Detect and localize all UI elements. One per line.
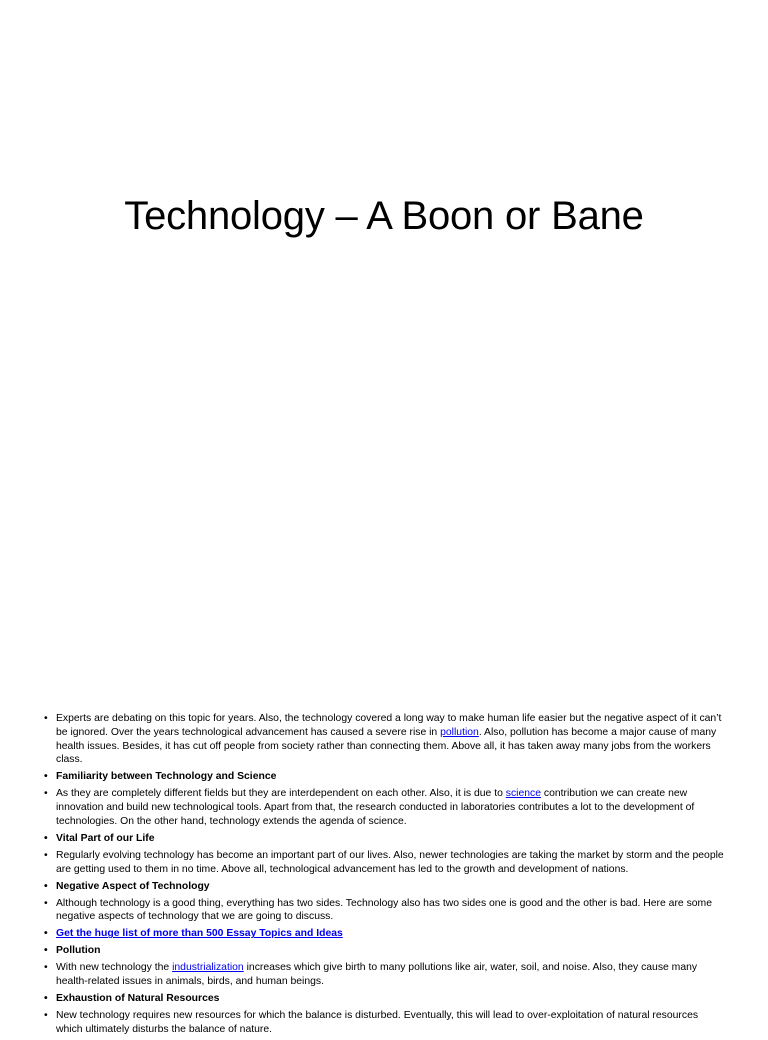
- section-heading: • Familiarity between Technology and Science: [44, 770, 724, 784]
- section-heading: • Exhaustion of Natural Resources: [44, 992, 724, 1006]
- list-item: [44, 927, 724, 941]
- list-item: • Although technology is a good thing, everything has two sides. Technology also has two sides one is good and the other is bad. Here are some negative aspects of technology that we are going to discuss.: [44, 897, 724, 925]
- list-item: • New technology requires new resources for which the balance is disturbed. Eventually, this will lead to over-exploitation of natural resources which ultimately disturbs the balance of nature.: [44, 1009, 724, 1037]
- list-item: • Regularly evolving technology has become an important part of our lives. Also, newer technologies are taking the market by storm and the people are getting used to them in no time. Above all, technological advancement has led to the growth and development of nations.: [44, 849, 724, 877]
- bullet-text: With new technology the: [56, 962, 173, 974]
- bullet-text: As they are completely different fields but they are interdependent on each other. Also, it is due to: [56, 788, 506, 800]
- section-heading: • Pollution: [44, 944, 724, 958]
- science-link[interactable]: science: [505, 788, 542, 800]
- bullet-text: Experts are debating on this topic for years. Also, the technology covered a long way to make human life easier but the negative aspect of it can’t be ignored. Over the years technological advancement has caused a severe rise in: [56, 713, 722, 738]
- bullet-text: . Also, pollution has become a major cause of many health issues. Besides, it has cut off people from society rather than connecting them. Above all, it has taken away many jobs from the workers class.: [56, 726, 717, 766]
- essay-topics-link[interactable]: Get the huge list of more than 500 Essay Topics and Ideas: [56, 928, 343, 940]
- list-item: [44, 787, 724, 828]
- pollution-link[interactable]: pollution: [440, 726, 479, 738]
- list-item: [44, 712, 724, 767]
- bullet-text: increases which give birth to many pollutions like air, water, soil, and noise. Also, they cause many health-related issues in animals, birds, and human beings.: [56, 962, 698, 988]
- section-heading: • Vital Part of our Life: [44, 832, 724, 846]
- slide-title: Technology – A Boon or Bane: [124, 194, 644, 238]
- section-heading: • Negative Aspect of Technology: [44, 880, 724, 894]
- bullet-text: contribution we can create new innovation and build new technological tools. Apart from that, the research conducted in laboratories contributes a lot to the development of technologies. On the other hand, technology extends the agenda of science.: [56, 788, 695, 827]
- list-item: [44, 961, 724, 989]
- industrialization-link[interactable]: industrialization: [172, 962, 244, 974]
- bullet-list: [44, 712, 724, 1040]
